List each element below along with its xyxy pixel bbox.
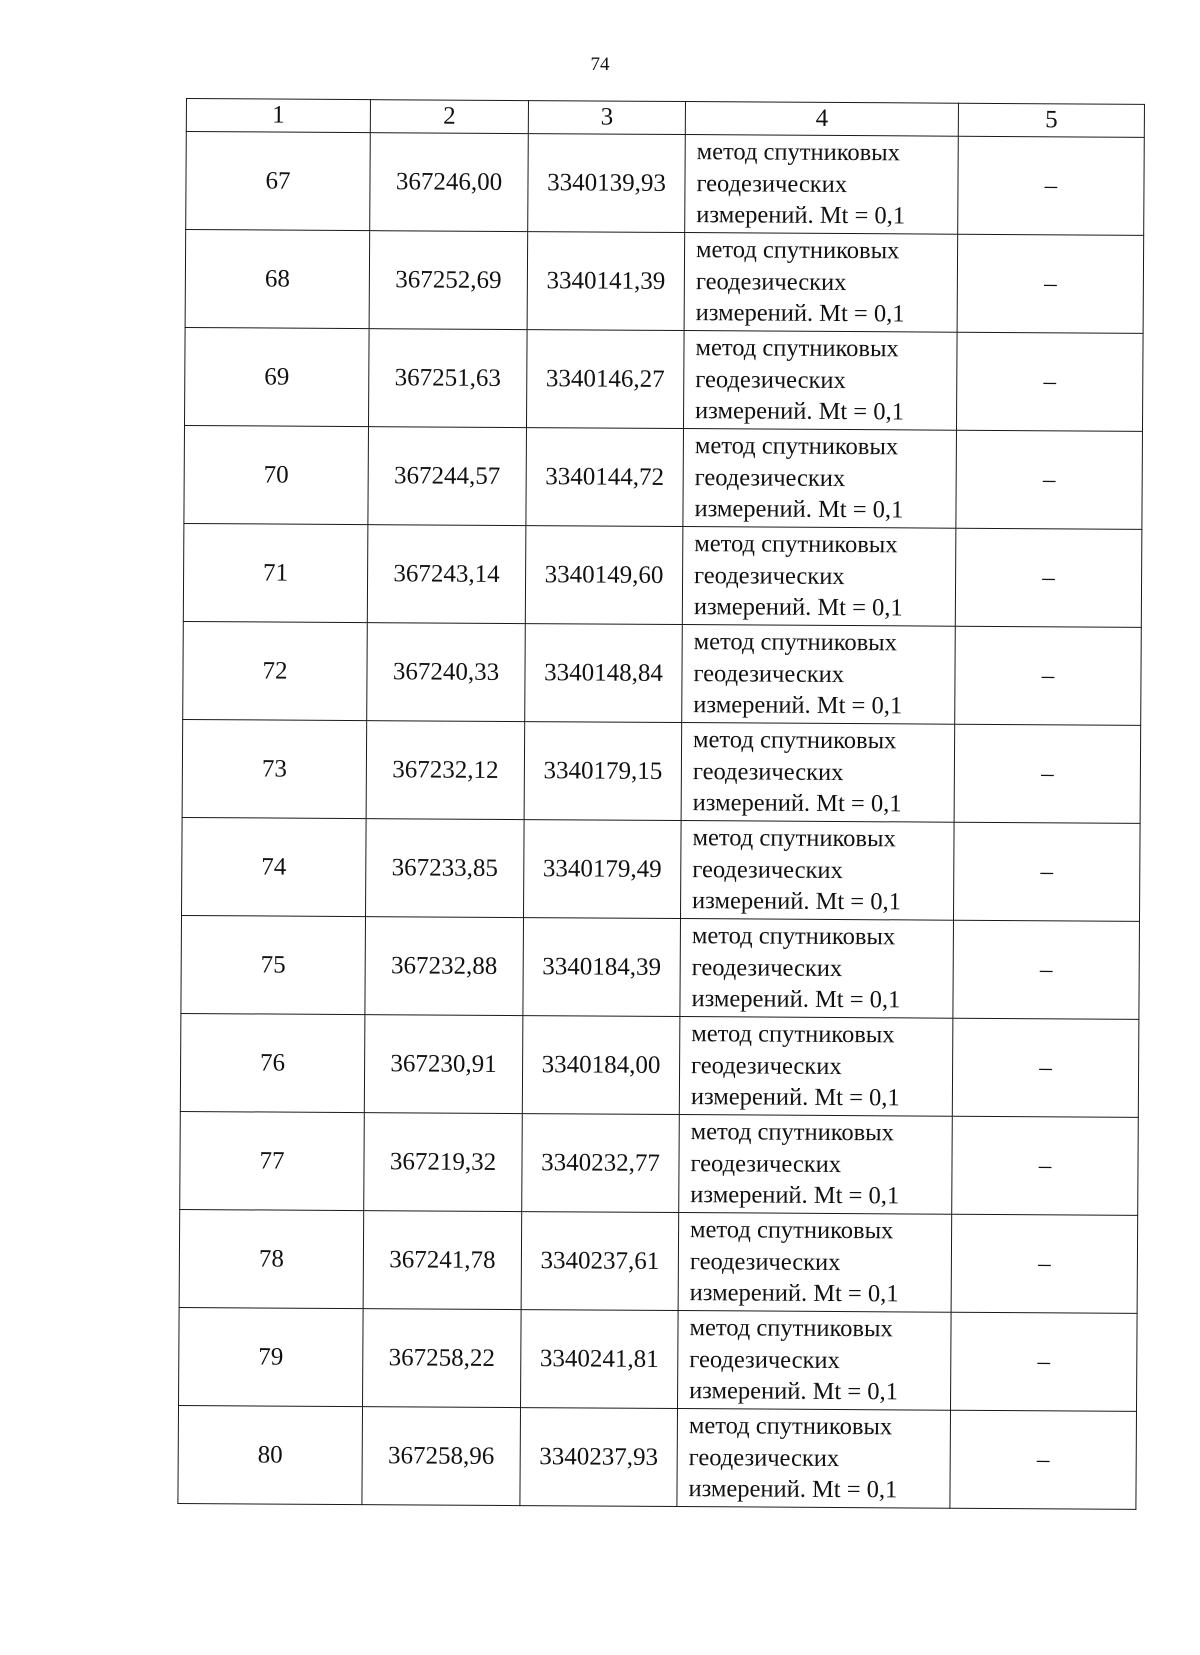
point-number-cell: 80: [178, 1405, 363, 1504]
method-text-line: метод спутниковых: [693, 628, 898, 657]
method-cell: [680, 919, 954, 1019]
y-coordinate-cell: 3340237,61: [521, 1212, 679, 1311]
column-header: 1: [186, 99, 370, 133]
x-coordinate-cell: 367230,91: [364, 1015, 523, 1114]
y-coordinate-cell: 3340232,77: [522, 1114, 680, 1213]
method-text-line: измерений. Mt = 0,1: [690, 1181, 900, 1210]
y-coordinate-cell: 3340179,15: [524, 722, 682, 821]
method-text-line: метод спутниковых: [696, 138, 901, 167]
method-text-line: геодезических: [692, 855, 843, 884]
method-text-line: метод спутниковых: [688, 1412, 893, 1441]
method-cell: [679, 1017, 953, 1117]
table-row: [180, 1111, 1139, 1215]
method-text-line: геодезических: [690, 1149, 842, 1178]
y-coordinate-cell: 3340241,81: [521, 1310, 679, 1409]
method-text-line: метод спутниковых: [695, 236, 900, 265]
point-number-cell: 73: [182, 719, 367, 818]
method-text-line: метод спутниковых: [690, 1216, 894, 1245]
method-text-line: геодезических: [691, 953, 843, 982]
method-cell: [683, 429, 957, 529]
x-coordinate-cell: 367251,63: [368, 329, 527, 428]
table-row: [181, 915, 1140, 1019]
note-cell: –: [951, 1214, 1138, 1313]
y-coordinate-cell: 3340184,39: [523, 918, 681, 1017]
x-coordinate-cell: 367219,32: [364, 1113, 523, 1212]
method-text-line: геодезических: [693, 659, 845, 688]
method-text-line: метод спутниковых: [691, 922, 896, 951]
note-cell: –: [957, 234, 1144, 333]
y-coordinate-cell: 3340146,27: [526, 330, 684, 429]
method-text-line: метод спутниковых: [693, 726, 897, 755]
method-text-line: метод спутниковых: [691, 1020, 895, 1049]
column-header: 3: [528, 101, 685, 135]
table-row: [178, 1405, 1137, 1509]
column-header: 4: [685, 102, 958, 137]
column-header: 2: [370, 100, 528, 134]
method-text-line: измерений. Mt = 0,1: [688, 1475, 898, 1504]
note-cell: –: [958, 136, 1145, 235]
table-row: [184, 327, 1143, 431]
point-number-cell: 69: [184, 327, 369, 426]
method-cell: [682, 625, 956, 725]
method-cell: [679, 1115, 953, 1215]
method-cell: [678, 1213, 952, 1313]
method-text-line: геодезических: [694, 463, 846, 492]
note-cell: –: [955, 528, 1142, 627]
y-coordinate-cell: 3340148,84: [525, 624, 683, 723]
method-text-line: измерений. Mt = 0,1: [691, 985, 901, 1014]
x-coordinate-cell: 367246,00: [370, 133, 529, 232]
note-cell: –: [952, 1116, 1139, 1215]
x-coordinate-cell: 367240,33: [367, 623, 526, 722]
method-text-line: измерений. Mt = 0,1: [695, 299, 905, 328]
point-number-cell: 76: [180, 1013, 365, 1112]
note-cell: –: [954, 724, 1141, 823]
table-row: [186, 132, 1145, 236]
note-cell: –: [953, 920, 1140, 1019]
table-row: [179, 1209, 1138, 1313]
point-number-cell: 79: [179, 1307, 364, 1406]
y-coordinate-cell: 3340149,60: [525, 526, 683, 625]
method-text-line: метод спутниковых: [690, 1118, 895, 1147]
point-number-cell: 68: [185, 230, 370, 329]
note-cell: –: [953, 822, 1140, 921]
method-cell: [677, 1409, 951, 1509]
x-coordinate-cell: 367252,69: [369, 231, 528, 330]
point-number-cell: 72: [183, 621, 368, 720]
method-text-line: измерений. Mt = 0,1: [690, 1083, 900, 1112]
x-coordinate-cell: 367244,57: [368, 427, 527, 526]
method-cell: [685, 135, 959, 235]
x-coordinate-cell: 367258,96: [362, 1407, 521, 1506]
note-cell: –: [956, 430, 1143, 529]
method-text-line: геодезических: [689, 1345, 840, 1374]
method-cell: [682, 527, 956, 627]
method-text-line: метод спутниковых: [694, 530, 898, 559]
method-text-line: геодезических: [692, 757, 844, 786]
method-text-line: измерений. Mt = 0,1: [689, 1377, 899, 1406]
y-coordinate-cell: 3340179,49: [523, 820, 681, 919]
method-text-line: геодезических: [695, 267, 847, 296]
table-body: [178, 132, 1144, 1510]
method-text-line: метод спутниковых: [692, 824, 896, 853]
method-text-line: измерений. Mt = 0,1: [693, 593, 903, 622]
point-number-cell: 75: [181, 915, 366, 1014]
note-cell: –: [950, 1410, 1137, 1509]
note-cell: –: [952, 1018, 1139, 1117]
method-cell: [680, 821, 954, 921]
table-row: [182, 817, 1141, 921]
method-cell: [683, 331, 957, 431]
point-number-cell: 77: [180, 1111, 365, 1210]
method-text-line: измерений. Mt = 0,1: [692, 887, 901, 916]
table-row: [185, 230, 1144, 334]
note-cell: –: [955, 626, 1142, 725]
y-coordinate-cell: 3340184,00: [522, 1016, 680, 1115]
x-coordinate-cell: 367232,88: [365, 917, 524, 1016]
x-coordinate-cell: 367233,85: [366, 819, 525, 918]
method-text-line: геодезических: [694, 561, 845, 590]
method-text-line: метод спутниковых: [695, 334, 899, 363]
coordinates-table: [177, 98, 1145, 1510]
method-text-line: геодезических: [695, 365, 846, 394]
method-text-line: измерений. Mt = 0,1: [693, 691, 903, 720]
page-number: 74: [590, 54, 610, 75]
x-coordinate-cell: 367232,12: [366, 721, 525, 820]
note-cell: –: [956, 332, 1143, 431]
table-row: [179, 1307, 1138, 1411]
method-text-line: геодезических: [696, 169, 848, 198]
method-cell: [684, 233, 958, 333]
x-coordinate-cell: 367241,78: [363, 1211, 522, 1310]
method-text-line: геодезических: [688, 1443, 840, 1472]
y-coordinate-cell: 3340139,93: [528, 134, 686, 233]
column-header: 5: [958, 103, 1144, 137]
method-text-line: измерений. Mt = 0,1: [689, 1279, 899, 1308]
note-cell: –: [950, 1312, 1137, 1411]
point-number-cell: 67: [186, 132, 371, 231]
method-text-line: измерений. Mt = 0,1: [695, 397, 904, 426]
table-row: [183, 621, 1142, 725]
point-number-cell: 70: [184, 425, 369, 524]
method-cell: [678, 1311, 952, 1411]
y-coordinate-cell: 3340237,93: [520, 1408, 678, 1507]
point-number-cell: 78: [179, 1209, 364, 1308]
method-text-line: метод спутниковых: [689, 1314, 893, 1343]
method-text-line: метод спутниковых: [694, 432, 899, 461]
method-text-line: измерений. Mt = 0,1: [694, 495, 904, 524]
table-row: [183, 523, 1142, 627]
method-text-line: геодезических: [689, 1247, 841, 1276]
method-text-line: геодезических: [691, 1051, 842, 1080]
y-coordinate-cell: 3340144,72: [526, 428, 684, 527]
method-text-line: измерений. Mt = 0,1: [692, 789, 902, 818]
point-number-cell: 71: [183, 523, 368, 622]
table-row: [180, 1013, 1139, 1117]
y-coordinate-cell: 3340141,39: [527, 232, 685, 331]
table-row: [184, 425, 1143, 529]
x-coordinate-cell: 367243,14: [367, 525, 526, 624]
method-text-line: измерений. Mt = 0,1: [696, 201, 906, 230]
x-coordinate-cell: 367258,22: [363, 1309, 522, 1408]
table-row: [182, 719, 1141, 823]
point-number-cell: 74: [182, 817, 367, 916]
method-cell: [681, 723, 955, 823]
